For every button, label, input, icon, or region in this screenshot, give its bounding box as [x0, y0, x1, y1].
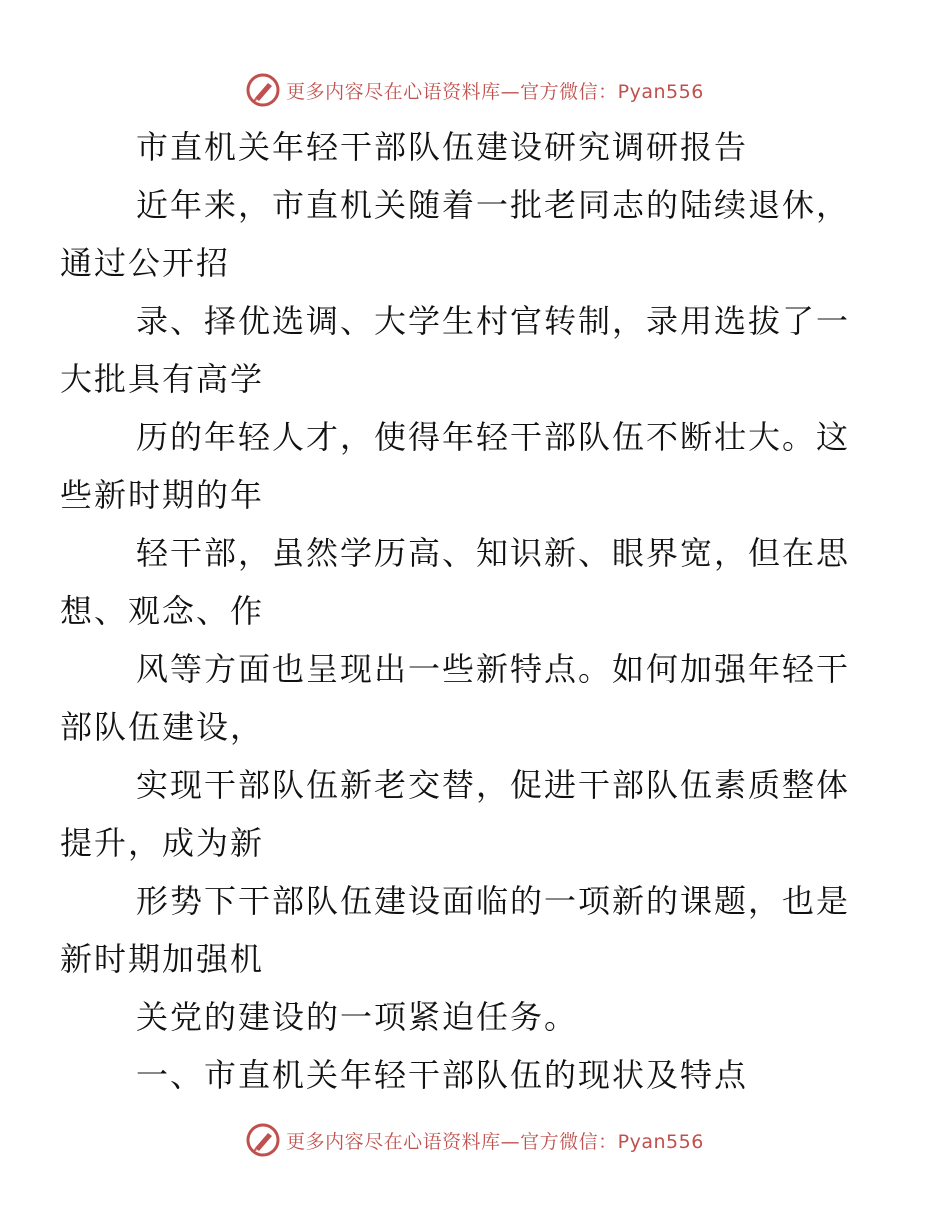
paragraph — [60, 872, 858, 988]
text-line: 新时期加强机 — [60, 940, 265, 978]
pen-logo-icon — [246, 1123, 280, 1157]
paragraph — [60, 408, 858, 524]
text-line: 录、择优选调、大学生村官转制，录用选拔了一 — [136, 302, 851, 340]
paragraph — [60, 524, 858, 640]
paragraph — [98, 988, 858, 1046]
paragraph — [60, 176, 858, 292]
section-heading — [98, 1046, 858, 1104]
paragraph — [60, 292, 858, 408]
text-line: 市直机关年轻干部队伍建设研究调研报告 — [136, 128, 749, 166]
text-line: 些新时期的年 — [60, 476, 265, 514]
text-line: 关党的建设的一项紧迫任务。 — [136, 998, 579, 1036]
text-line: 部队伍建设， — [60, 708, 265, 746]
text-line: 提升，成为新 — [60, 824, 265, 862]
text-line: 近年来，市直机关随着一批老同志的陆续退休， — [136, 186, 851, 224]
text-line: 通过公开招 — [60, 244, 231, 282]
header-watermark — [0, 70, 950, 110]
pen-logo-icon — [246, 73, 280, 107]
text-line: 风等方面也呈现出一些新特点。如何加强年轻干 — [136, 650, 851, 688]
document-body — [60, 118, 858, 1104]
text-line: 历的年轻人才，使得年轻干部队伍不断壮大。这 — [136, 418, 851, 456]
doc-title — [98, 118, 858, 176]
text-line: 大批具有高学 — [60, 360, 265, 398]
text-line: 一、市直机关年轻干部队伍的现状及特点 — [136, 1056, 749, 1094]
paragraph — [60, 640, 858, 756]
paragraph — [60, 756, 858, 872]
text-line: 想、观念、作 — [60, 592, 265, 630]
text-line: 轻干部，虽然学历高、知识新、眼界宽，但在思 — [136, 534, 851, 572]
watermark-text: 更多内容尽在心语资料库—官方微信：Pyan556 — [286, 1130, 704, 1153]
watermark-text: 更多内容尽在心语资料库—官方微信：Pyan556 — [286, 80, 704, 103]
text-line: 形势下干部队伍建设面临的一项新的课题，也是 — [136, 882, 851, 920]
footer-watermark — [0, 1120, 950, 1160]
text-line: 实现干部队伍新老交替，促进干部队伍素质整体 — [136, 766, 851, 804]
